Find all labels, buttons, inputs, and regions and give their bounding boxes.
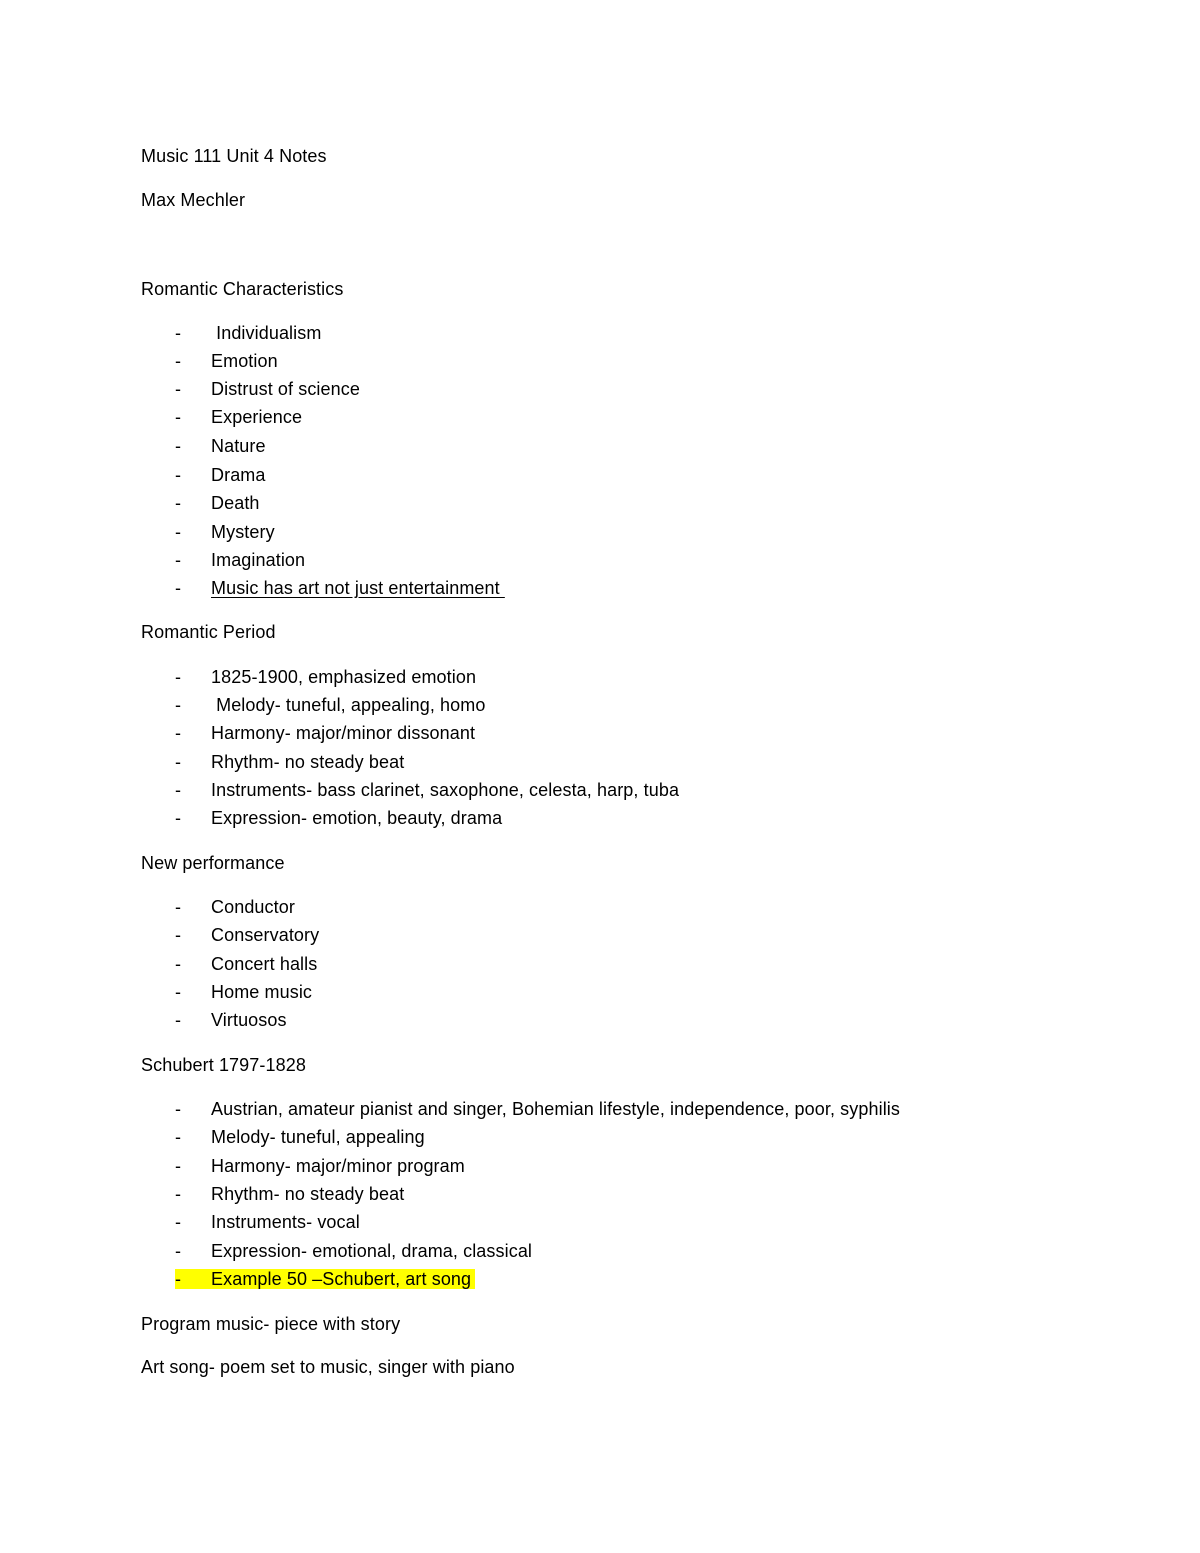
document-title: Music 111 Unit 4 Notes	[141, 146, 327, 166]
list-item-text: Virtuosos	[211, 1010, 287, 1030]
list-item-text: Melody- tuneful, appealing, homo	[211, 695, 486, 715]
bullet-dash: -	[175, 808, 182, 828]
list-item	[175, 521, 275, 543]
list-item-text: Expression- emotion, beauty, drama	[211, 808, 503, 828]
bullet-dash: -	[175, 465, 182, 485]
bullet-dash: -	[175, 1099, 182, 1119]
bullet-dash: -	[175, 780, 182, 800]
bullet-dash: -	[175, 982, 182, 1002]
list-item	[175, 924, 319, 946]
bullet-dash: -	[175, 925, 182, 945]
bullet-dash: -	[175, 323, 182, 343]
list-item	[175, 378, 360, 400]
list-item-text: Individualism	[211, 323, 322, 343]
list-item-text: Instruments- bass clarinet, saxophone, celesta, harp, tuba	[211, 780, 680, 800]
bullet-dash: -	[175, 897, 182, 917]
section-heading-new-performance: New performance	[141, 853, 285, 873]
list-item-text: Distrust of science	[211, 379, 360, 399]
list-item	[175, 577, 505, 599]
bullet-dash: -	[175, 1269, 182, 1289]
bullet-dash: -	[175, 578, 182, 598]
bullet-dash: -	[175, 550, 182, 570]
list-item-text: Concert halls	[211, 954, 318, 974]
list-item	[175, 807, 502, 829]
bullet-dash: -	[175, 493, 182, 513]
list-item	[175, 981, 312, 1003]
section-heading-schubert: Schubert 1797-1828	[141, 1055, 306, 1075]
list-item-text: Home music	[211, 982, 313, 1002]
definition-program-music: Program music- piece with story	[141, 1314, 401, 1334]
list-item-text: Instruments- vocal	[211, 1212, 360, 1232]
list-item	[175, 322, 321, 344]
list-item-text: Austrian, amateur pianist and singer, Bohemian lifestyle, independence, poor, syphilis	[211, 1099, 901, 1119]
bullet-dash: -	[175, 1241, 182, 1261]
list-item	[175, 1009, 287, 1031]
list-item-text: Harmony- major/minor program	[211, 1156, 465, 1176]
list-item-text: Drama	[211, 465, 266, 485]
list-item-text: Conservatory	[211, 925, 320, 945]
list-item	[175, 779, 679, 801]
section-heading-romantic-characteristics: Romantic Characteristics	[141, 279, 344, 299]
bullet-dash: -	[175, 522, 182, 542]
list-item	[175, 1240, 532, 1262]
list-item	[175, 1183, 404, 1205]
bullet-dash: -	[175, 695, 182, 715]
list-item-highlighted	[175, 1268, 475, 1290]
list-item-text-underlined: Music has art not just entertainment	[211, 578, 505, 598]
bullet-dash: -	[175, 723, 182, 743]
list-item	[175, 435, 266, 457]
list-item	[175, 1211, 360, 1233]
bullet-dash: -	[175, 1156, 182, 1176]
list-item	[175, 492, 260, 514]
list-item-text: Experience	[211, 407, 303, 427]
bullet-dash: -	[175, 1184, 182, 1204]
bullet-dash: -	[175, 436, 182, 456]
list-item-text: Expression- emotional, drama, classical	[211, 1241, 533, 1261]
list-item	[175, 953, 317, 975]
list-item	[175, 896, 295, 918]
list-item-text: Rhythm- no steady beat	[211, 752, 405, 772]
list-item-text: Mystery	[211, 522, 275, 542]
bullet-dash: -	[175, 1212, 182, 1232]
list-item-text: Conductor	[211, 897, 295, 917]
list-item	[175, 549, 305, 571]
list-item-text: 1825-1900, emphasized emotion	[211, 667, 477, 687]
bullet-dash: -	[175, 954, 182, 974]
list-item	[175, 1126, 425, 1148]
bullet-dash: -	[175, 752, 182, 772]
highlight-mark	[175, 1269, 475, 1289]
list-item	[175, 1098, 900, 1120]
bullet-dash: -	[175, 1010, 182, 1030]
list-item	[175, 722, 475, 744]
bullet-dash: -	[175, 379, 182, 399]
list-item-text: Harmony- major/minor dissonant	[211, 723, 476, 743]
bullet-dash: -	[175, 667, 182, 687]
list-item-text: Death	[211, 493, 260, 513]
definition-art-song: Art song- poem set to music, singer with piano	[141, 1357, 515, 1377]
bullet-dash: -	[175, 1127, 182, 1147]
section-heading-romantic-period: Romantic Period	[141, 622, 276, 642]
bullet-dash: -	[175, 351, 182, 371]
list-item-text: Rhythm- no steady beat	[211, 1184, 405, 1204]
author-name: Max Mechler	[141, 190, 246, 210]
bullet-dash: -	[175, 407, 182, 427]
list-item	[175, 464, 266, 486]
list-item	[175, 350, 278, 372]
list-item	[175, 694, 485, 716]
list-item	[175, 406, 302, 428]
list-item-text-highlighted: Example 50 –Schubert, art song	[211, 1269, 472, 1289]
list-item	[175, 666, 476, 688]
list-item	[175, 1155, 465, 1177]
list-item-text: Imagination	[211, 550, 306, 570]
list-item	[175, 751, 404, 773]
list-item-text: Nature	[211, 436, 266, 456]
list-item-text: Emotion	[211, 351, 278, 371]
list-item-text: Melody- tuneful, appealing	[211, 1127, 425, 1147]
